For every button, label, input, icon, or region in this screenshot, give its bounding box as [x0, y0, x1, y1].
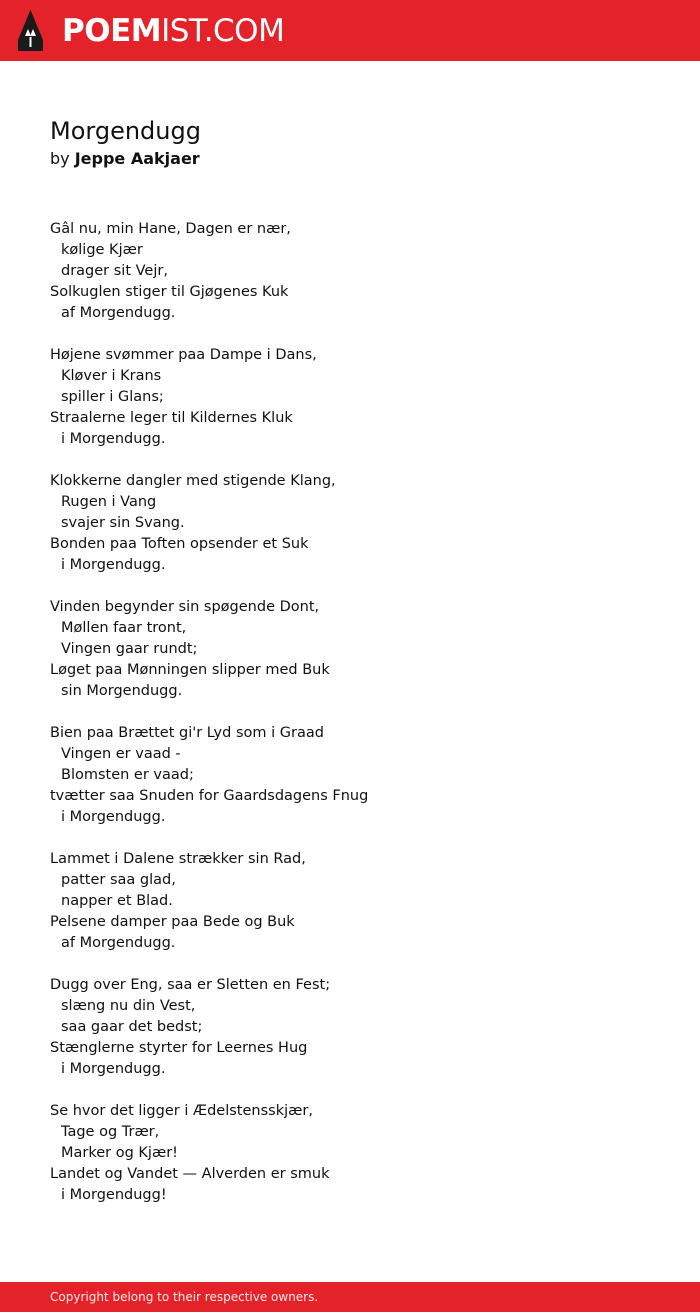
poem-line: kølige Kjær: [61, 242, 143, 258]
poem-line: Blomsten er vaad;: [61, 767, 194, 783]
poem-byline: [50, 148, 200, 169]
poem-line: saa gaar det bedst;: [61, 1019, 203, 1035]
poem-stanza: [50, 219, 650, 324]
poem-line: Marker og Kjær!: [61, 1145, 178, 1161]
poem-line: Landet og Vandet — Alverden er smuk: [50, 1166, 330, 1182]
poem-line: Højene svømmer paa Dampe i Dans,: [50, 347, 317, 363]
poem-line: Vingen er vaad -: [61, 746, 181, 762]
site-header: [0, 0, 700, 61]
poem-stanza: [50, 471, 650, 576]
brand-light: IST.COM: [161, 13, 285, 49]
poem-line: Dugg over Eng, saa er Sletten en Fest;: [50, 977, 331, 993]
poem-line: Løget paa Mønningen slipper med Buk: [50, 662, 330, 678]
poem-stanza: [50, 345, 650, 450]
poem-line: svajer sin Svang.: [61, 515, 185, 531]
poem-line: Rugen i Vang: [61, 494, 157, 510]
poem-line: i Morgendugg.: [61, 809, 166, 825]
poem-line: Pelsene damper paa Bede og Buk: [50, 914, 295, 930]
poem-line: Bien paa Brættet gi'r Lyd som i Graad: [50, 725, 324, 741]
poem-line: tvætter saa Snuden for Gaardsdagens Fnug: [50, 788, 369, 804]
poem-line: Straalerne leger til Kildernes Kluk: [50, 410, 293, 426]
poem-line: Lammet i Dalene strækker sin Rad,: [50, 851, 306, 867]
poem-line: Tage og Trær,: [61, 1124, 160, 1140]
pen-nib-icon[interactable]: [18, 10, 43, 51]
poem-line: Klokkerne dangler med stigende Klang,: [50, 473, 336, 489]
copyright-text: Copyright belong to their respective owners.: [50, 1290, 319, 1304]
poem-line: Se hvor det ligger i Ædelstensskjær,: [50, 1103, 313, 1119]
poem-line: napper et Blad.: [61, 893, 173, 909]
poem-stanza: [50, 597, 650, 702]
site-logo-text[interactable]: [62, 11, 284, 51]
poem-line: patter saa glad,: [61, 872, 176, 888]
poem-title: Morgendugg: [50, 117, 201, 145]
poem-line: i Morgendugg.: [61, 557, 166, 573]
poem-line: i Morgendugg.: [61, 1061, 166, 1077]
poem-stanza: [50, 975, 650, 1080]
poem-line: Kløver i Krans: [61, 368, 162, 384]
poem-line: i Morgendugg.: [61, 431, 166, 447]
brand-bold: POEM: [62, 13, 162, 49]
poem-stanza: [50, 723, 650, 828]
poem-line: spiller i Glans;: [61, 389, 164, 405]
poem-stanza: [50, 1101, 650, 1206]
poem-line: af Morgendugg.: [61, 305, 176, 321]
poem-line: i Morgendugg!: [61, 1187, 167, 1203]
poem-line: Stænglerne styrter for Leernes Hug: [50, 1040, 308, 1056]
poem-line: slæng nu din Vest,: [61, 998, 196, 1014]
poem-stanza: [50, 849, 650, 954]
poem-line: Solkuglen stiger til Gjøgenes Kuk: [50, 284, 289, 300]
poem-line: Bonden paa Toften opsender et Suk: [50, 536, 309, 552]
poem-line: sin Morgendugg.: [61, 683, 183, 699]
poem-body: [50, 219, 650, 1227]
poem-line: Vingen gaar rundt;: [61, 641, 198, 657]
poem-line: Gâl nu, min Hane, Dagen er nær,: [50, 221, 291, 237]
site-footer: [0, 1282, 700, 1312]
poem-line: drager sit Vejr,: [61, 263, 168, 279]
poem-line: Vinden begynder sin spøgende Dont,: [50, 599, 320, 615]
by-label: by: [50, 149, 70, 168]
poem-author[interactable]: Jeppe Aakjaer: [74, 149, 200, 168]
poem-line: Møllen faar tront,: [61, 620, 187, 636]
poem-line: af Morgendugg.: [61, 935, 176, 951]
